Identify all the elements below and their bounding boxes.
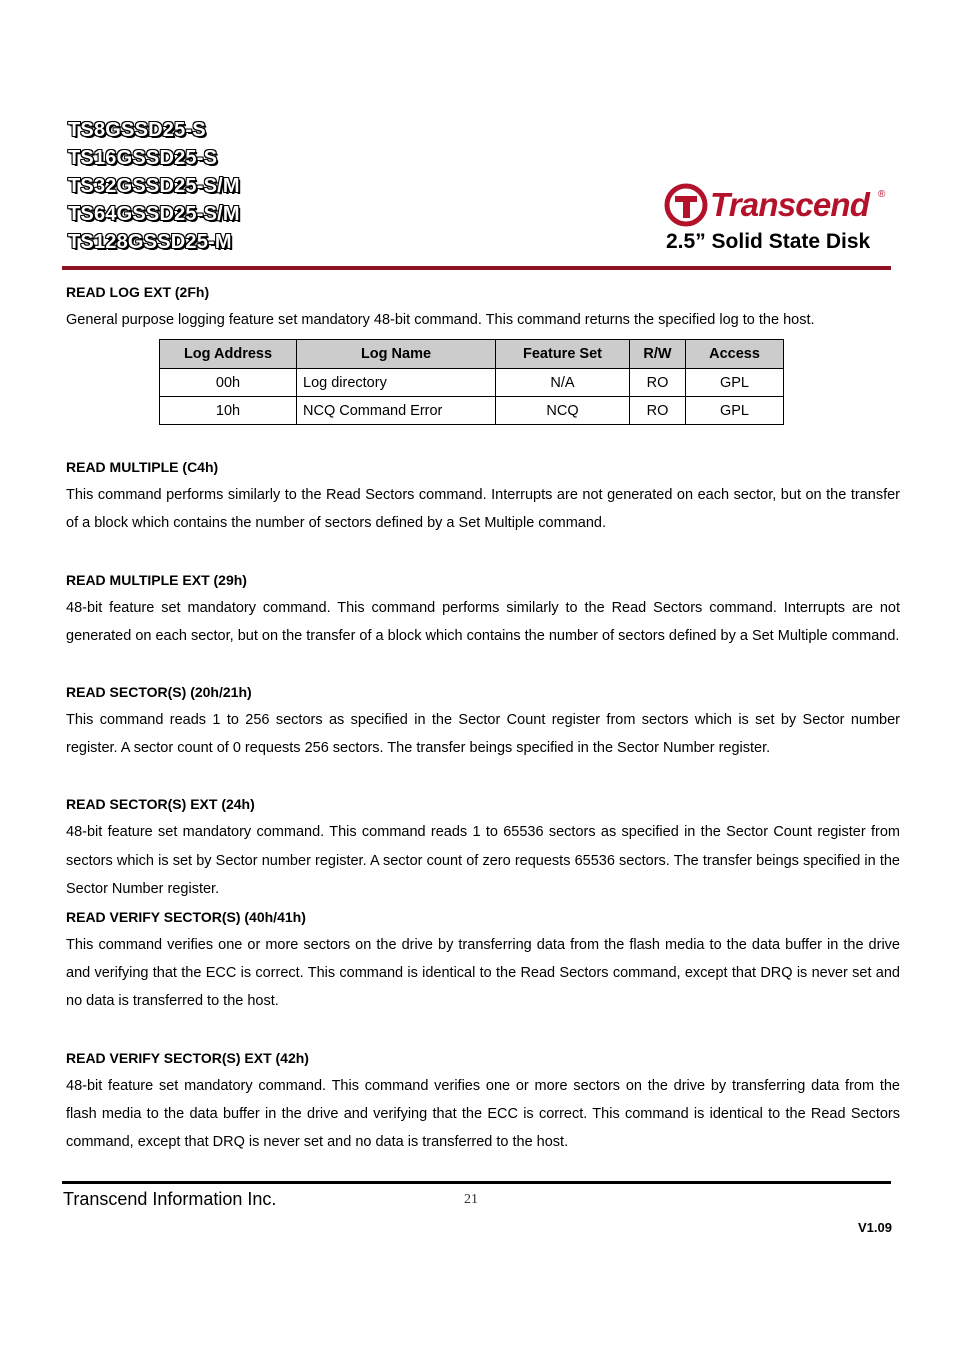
table-cell: 00h — [160, 369, 297, 397]
section-heading: READ MULTIPLE EXT (29h) — [66, 571, 247, 588]
log-address-table — [159, 339, 784, 425]
company-name: Transcend Information Inc. — [63, 1189, 277, 1209]
model-name: TS32GSSD25-S/M — [68, 175, 240, 197]
section-text: This command verifies one or more sectors on the drive by transferring data from the flash media to the data buffer in the drive and verifying that the ECC is correct. This command is identical to the Read Sectors command, except that DRQ is never set and no data is transferred to the host. — [66, 937, 900, 1010]
column-header: Log Address — [160, 340, 297, 369]
column-header: R/W — [630, 340, 686, 369]
product-subtitle: 2.5” Solid State Disk — [666, 230, 871, 253]
table-cell: N/A — [496, 369, 630, 397]
table-row — [160, 369, 784, 397]
section-heading: READ VERIFY SECTOR(S) EXT (42h) — [66, 1049, 309, 1066]
model-name: TS16GSSD25-S — [68, 147, 218, 169]
table-cell: GPL — [686, 369, 784, 397]
table-cell: 10h — [160, 397, 297, 425]
spacer — [66, 425, 900, 453]
page-content — [66, 278, 900, 1156]
section-text: This command reads 1 to 256 sectors as specified in the Sector Count register from sectors which is set by Sector number register. A sector count of 0 requests 256 sectors. The transfer beings specified in the Sector Number register. — [66, 712, 900, 757]
document-version: V1.09 — [858, 1220, 892, 1235]
spacer — [66, 762, 900, 790]
column-header: Access — [686, 340, 784, 369]
model-name: TS8GSSD25-S — [68, 119, 206, 141]
table-header-row — [160, 340, 784, 369]
model-name: TS64GSSD25-S/M — [68, 203, 240, 225]
section-heading: READ LOG EXT (2Fh) — [66, 284, 210, 300]
spacer — [66, 538, 900, 566]
section-heading: READ VERIFY SECTOR(S) (40h/41h) — [66, 909, 306, 926]
column-header: Feature Set — [496, 340, 630, 369]
section-heading: READ SECTOR(S) EXT (24h) — [66, 796, 255, 813]
table-cell: NCQ Command Error — [297, 397, 496, 425]
section-text: This command performs similarly to the Read Sectors command. Interrupts are not generated on each sector, but on the transfer of a block which contains the number of sectors defined by a Set Multiple command. — [66, 487, 900, 532]
table-cell: NCQ — [496, 397, 630, 425]
spacer — [66, 650, 900, 678]
section-text: 48-bit feature set mandatory command. This command verifies one or more sectors on the drive by transferring data from the flash media to the data buffer in the drive and verifying that the ECC is correct. This command is identical to the Read Sectors command, except that DRQ is never set and no data is transferred to the host. — [66, 1077, 900, 1151]
table-cell: GPL — [686, 397, 784, 425]
table-row — [160, 397, 784, 425]
section-text: General purpose logging feature set mandatory 48-bit command. This command returns the specified log to the host. — [66, 312, 815, 328]
header-divider — [62, 266, 891, 270]
table-cell: RO — [630, 397, 686, 425]
table-cell: RO — [630, 369, 686, 397]
transcend-logo — [664, 183, 894, 229]
model-name: TS128GSSD25-M — [68, 231, 232, 253]
page-number: 21 — [464, 1192, 478, 1207]
column-header: Log Name — [297, 340, 496, 369]
footer-divider — [62, 1181, 891, 1184]
brand-name: Transcend — [710, 186, 870, 223]
registered-mark: ® — [878, 189, 886, 200]
section-text: 48-bit feature set mandatory command. This command reads 1 to 65536 sectors as specified in the Sector Count register from sectors which is set by Sector number register. A sector count of zero requests 65536 sectors. The transfer beings specified in the Sector Number register. — [66, 824, 900, 897]
transcend-logo-icon — [664, 183, 708, 227]
model-list — [68, 116, 388, 256]
section-text: 48-bit feature set mandatory command. This command performs similarly to the Read Sectors command. Interrupts are not generated on each sector, but on the transfer of a block which contains the number of sectors defined by a Set Multiple command. — [66, 599, 900, 644]
section-heading: READ SECTOR(S) (20h/21h) — [66, 684, 252, 701]
spacer — [66, 1016, 900, 1044]
table-cell: Log directory — [297, 369, 496, 397]
section-heading: READ MULTIPLE (C4h) — [66, 459, 219, 476]
